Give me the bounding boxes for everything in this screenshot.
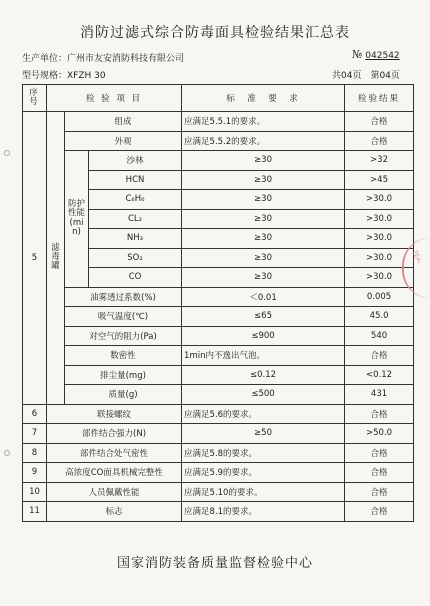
table-row (23, 443, 414, 463)
item-label: 组成 (65, 112, 182, 132)
item-label: 数密性 (65, 346, 182, 366)
row-seq: 9 (23, 463, 47, 483)
standard-cell: ＜0.01 (182, 287, 345, 307)
issuing-organization: 国家消防装备质量监督检验中心 (116, 556, 313, 571)
result-cell: >30.0 (345, 209, 414, 229)
item-label: 质量(g) (65, 385, 182, 405)
standard-cell: ≥50 (182, 424, 345, 444)
result-cell: >45 (345, 170, 414, 190)
row-seq: 6 (23, 404, 47, 424)
item-label: 部件结合强力(N) (47, 424, 182, 444)
table-row (23, 326, 414, 346)
table-row (23, 502, 414, 522)
item-label: CO (89, 268, 182, 288)
table-row (23, 404, 414, 424)
standard-cell: ≤900 (182, 326, 345, 346)
header-result: 检验结果 (345, 85, 414, 112)
result-cell: >30.0 (345, 229, 414, 249)
standard-cell: ≥30 (182, 248, 345, 268)
table-row (23, 131, 414, 151)
table-row (23, 112, 414, 132)
model-spec: 型号规格：XFZH 30 (22, 71, 106, 81)
manufacturer: 生产单位：广州市友安消防科技有限公司 (22, 54, 185, 64)
standard-cell: ≥30 (182, 229, 345, 249)
standard-cell: 应满足5.9的要求。 (182, 463, 345, 483)
result-cell: >30.0 (345, 190, 414, 210)
result-cell: 合格 (345, 482, 414, 502)
standard-cell: 1min内不逸出气泡。 (182, 346, 345, 366)
result-cell: >30.0 (345, 248, 414, 268)
stamp-text: 以下 (410, 249, 424, 265)
header-seq: 序号 (23, 85, 47, 112)
result-cell: 0.005 (345, 287, 414, 307)
result-cell: 540 (345, 326, 414, 346)
standard-cell: 应满足8.1的要求。 (182, 502, 345, 522)
standard-cell: ≥30 (182, 268, 345, 288)
table-row (23, 482, 414, 502)
table-row (23, 346, 414, 366)
table-row (23, 463, 414, 483)
standard-cell: 应满足5.6的要求。 (182, 404, 345, 424)
binding-hole (4, 450, 10, 456)
result-cell: >30.0 (345, 268, 414, 288)
item-label: 部件结合处气密性 (47, 443, 182, 463)
row-seq: 5 (23, 112, 47, 405)
result-cell: 合格 (345, 346, 414, 366)
item-label: CL₂ (89, 209, 182, 229)
number-label: № (352, 48, 363, 61)
standard-cell: 应满足5.5.1的要求。 (182, 112, 345, 132)
group-filter-can: 滤 毒 罐 (47, 112, 65, 405)
page-info: 共04页 第04页 (332, 71, 400, 81)
item-label: 标志 (47, 502, 182, 522)
standard-cell: ≥30 (182, 209, 345, 229)
item-label: 吸气温度(℃) (65, 307, 182, 327)
binding-hole (4, 150, 10, 156)
item-label: NH₃ (89, 229, 182, 249)
standard-cell: ≥30 (182, 170, 345, 190)
result-cell: 合格 (345, 404, 414, 424)
item-label: C₆H₆ (89, 190, 182, 210)
result-cell: 45.0 (345, 307, 414, 327)
standard-cell: 应满足5.5.2的要求。 (182, 131, 345, 151)
standard-cell: ≤500 (182, 385, 345, 405)
table-row (23, 307, 414, 327)
standard-cell: ≥30 (182, 190, 345, 210)
row-seq: 7 (23, 424, 47, 444)
group-protection: 防护性能(min) (65, 151, 89, 288)
item-label: 排尘量(mg) (65, 365, 182, 385)
result-cell: 合格 (345, 443, 414, 463)
table-row (23, 385, 414, 405)
row-seq: 11 (23, 502, 47, 522)
result-cell: 合格 (345, 502, 414, 522)
row-seq: 10 (23, 482, 47, 502)
report-title: 消防过滤式综合防毒面具检验结果汇总表 (80, 25, 350, 41)
result-cell: 431 (345, 385, 414, 405)
report-number (352, 48, 400, 61)
result-cell: <0.12 (345, 365, 414, 385)
standard-cell: ≥30 (182, 151, 345, 171)
result-cell: >50.0 (345, 424, 414, 444)
result-cell: 合格 (345, 131, 414, 151)
result-cell: 合格 (345, 463, 414, 483)
item-label: 对空气的阻力(Pa) (65, 326, 182, 346)
standard-cell: ≤65 (182, 307, 345, 327)
item-label: 高浓度CO面具机械完整性 (47, 463, 182, 483)
row-seq: 8 (23, 443, 47, 463)
results-table (22, 84, 414, 522)
item-label: 外观 (65, 131, 182, 151)
table-row (23, 424, 414, 444)
item-label: 油雾透过系数(%) (65, 287, 182, 307)
item-label: 沙林 (89, 151, 182, 171)
standard-cell: 应满足5.8的要求。 (182, 443, 345, 463)
table-row (23, 365, 414, 385)
header-item: 检 验 项 目 (47, 85, 182, 112)
table-row (23, 151, 414, 171)
result-cell: >32 (345, 151, 414, 171)
table-row (23, 287, 414, 307)
item-label: 联接螺纹 (47, 404, 182, 424)
item-label: SO₂ (89, 248, 182, 268)
item-label: HCN (89, 170, 182, 190)
item-label: 人员佩戴性能 (47, 482, 182, 502)
header-standard: 标 准 要 求 (182, 85, 345, 112)
table-header-row (23, 85, 414, 112)
result-cell: 合格 (345, 112, 414, 132)
standard-cell: 应满足5.10的要求。 (182, 482, 345, 502)
standard-cell: ≤0.12 (182, 365, 345, 385)
number-value: 042542 (365, 51, 400, 61)
